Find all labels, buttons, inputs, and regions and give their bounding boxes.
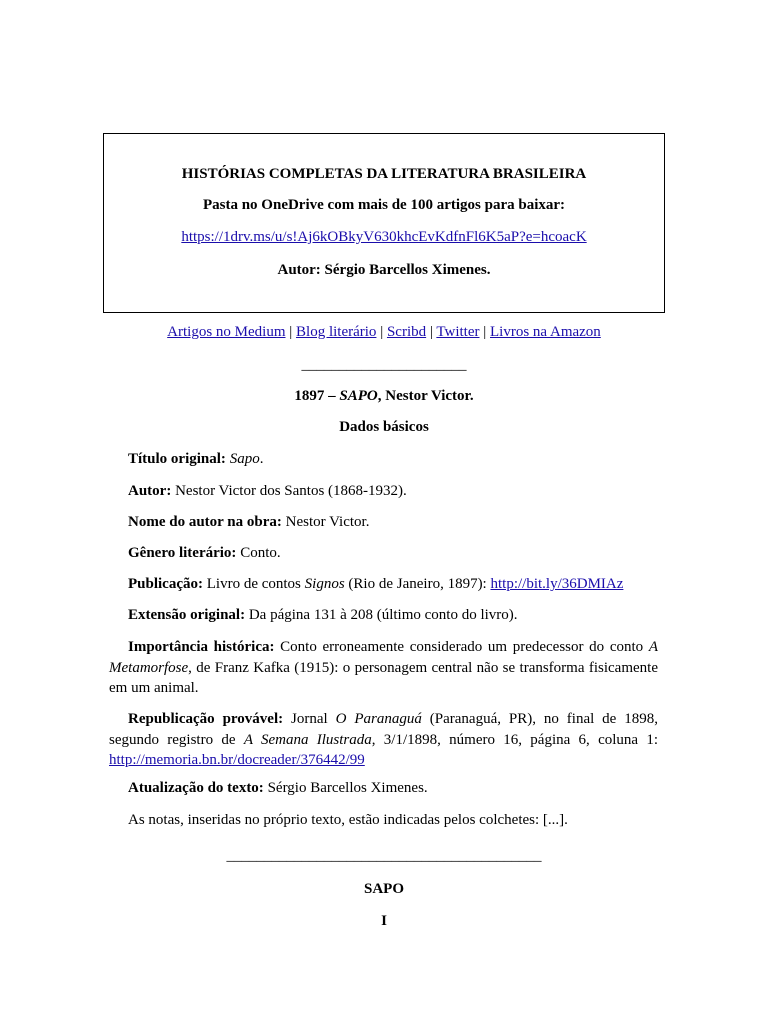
- paragraph-text: (Paranaguá, PR), no final de 1898, segundo registro de: [109, 711, 658, 748]
- link-separator: |: [429, 324, 433, 340]
- paragraph-text: , de Franz Kafka (1915): o personagem central não se transforma fisicamente em um animal.: [109, 659, 658, 696]
- paragraph-republicacao: [109, 709, 658, 771]
- link-twitter[interactable]: Twitter: [436, 324, 480, 340]
- link-blog[interactable]: Blog literário: [296, 324, 377, 340]
- header-box: [103, 133, 665, 313]
- onedrive-link[interactable]: https://1drv.ms/u/s!Aj6kOBkyV630khcEvKdfnFl6K5aP?e=hcoacK: [181, 229, 587, 245]
- field-label: Importância histórica:: [128, 639, 275, 655]
- link-separator: |: [289, 324, 293, 340]
- field-value: (Rio de Janeiro, 1897):: [344, 576, 491, 592]
- section-heading: Dados básicos: [339, 419, 429, 435]
- field-label: Autor:: [128, 483, 172, 499]
- field-value: Conto.: [240, 545, 281, 561]
- publicacao-link[interactable]: http://bit.ly/36DMIAz: [490, 576, 624, 592]
- separator-short: ______________________: [301, 357, 467, 373]
- paragraph-text: Jornal: [283, 711, 336, 727]
- work-author: , Nestor Victor.: [377, 388, 474, 404]
- link-amazon[interactable]: Livros na Amazon: [490, 324, 601, 340]
- separator-long: __________________________________________: [226, 848, 542, 864]
- paragraph-text: , 3/1/1898, número 16, página 6, coluna 1:: [371, 731, 658, 748]
- work-title: SAPO: [339, 388, 378, 404]
- field-label: Extensão original:: [128, 607, 246, 623]
- paragraph-text: Conto erroneamente considerado um predecessor do conto: [274, 639, 649, 655]
- field-extensao: [128, 607, 518, 624]
- field-label: Gênero literário:: [128, 545, 237, 561]
- link-separator: |: [483, 324, 487, 340]
- link-medium[interactable]: Artigos no Medium: [167, 324, 286, 340]
- field-value: Livro de contos: [206, 576, 305, 592]
- story-title: SAPO: [363, 881, 404, 897]
- field-punct: .: [259, 451, 264, 467]
- field-atualizacao: [128, 780, 428, 797]
- field-nome: [128, 514, 369, 531]
- field-label: Título original:: [128, 451, 226, 467]
- work-heading: [0, 388, 768, 405]
- field-publicacao: [128, 576, 623, 593]
- links-row: [0, 324, 768, 341]
- magazine-title: A Semana Ilustrada: [243, 731, 372, 748]
- link-scribd[interactable]: Scribd: [386, 324, 427, 340]
- field-titulo: [128, 451, 263, 468]
- field-label: Republicação provável:: [128, 711, 284, 727]
- notes-line: As notas, inseridas no próprio texto, estão indicadas pelos colchetes: [...].: [128, 812, 568, 828]
- paragraph-importancia: [109, 637, 658, 699]
- newspaper-title: O Paranaguá: [335, 711, 422, 727]
- field-value: Sapo: [229, 451, 260, 467]
- field-value: Nestor Victor dos Santos (1868-1932).: [175, 483, 407, 499]
- collection-title: HISTÓRIAS COMPLETAS DA LITERATURA BRASILEIRA: [181, 166, 587, 182]
- field-value: Da página 131 à 208 (último conto do livro).: [248, 607, 518, 623]
- book-title: Signos: [304, 576, 345, 592]
- field-label: Nome do autor na obra:: [128, 514, 282, 530]
- field-genero: [128, 545, 281, 562]
- link-separator: |: [380, 324, 384, 340]
- work-reference: A Metamorfose: [109, 639, 658, 676]
- field-label: Atualização do texto:: [128, 780, 264, 796]
- field-value: Nestor Victor.: [285, 514, 370, 530]
- author-line: Autor: Sérgio Barcellos Ximenes.: [277, 262, 491, 278]
- onedrive-subtitle: Pasta no OneDrive com mais de 100 artigos para baixar:: [202, 197, 566, 213]
- field-label: Publicação:: [128, 576, 203, 592]
- memoria-link[interactable]: http://memoria.bn.br/docreader/376442/99: [109, 752, 365, 768]
- field-value: Sérgio Barcellos Ximenes.: [267, 780, 428, 796]
- work-year: 1897 –: [294, 388, 340, 404]
- field-autor: [128, 483, 407, 500]
- chapter-number: I: [381, 913, 387, 929]
